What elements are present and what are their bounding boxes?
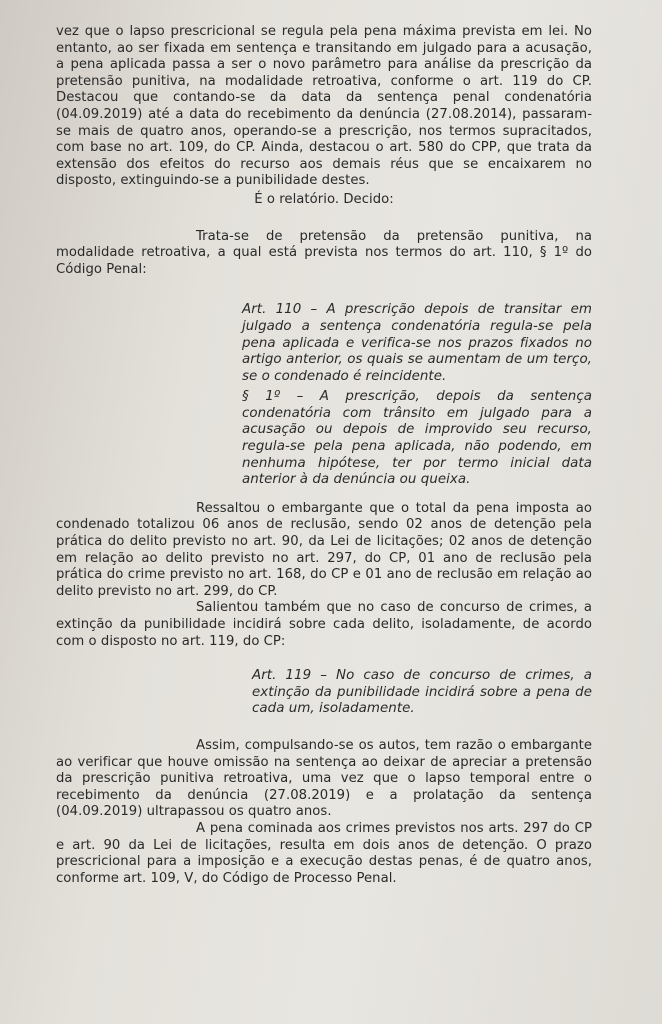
relatorio-line: É o relatório. Decido: <box>254 191 394 207</box>
paragraph-salientou: Salientou também que no caso de concurso de crimes, a extinção da punibilidade incidirá sobre cada delito, isoladamente, de acordo com o disposto no art. 119, do CP: <box>56 600 592 649</box>
paragraph-pena: A pena cominada aos crimes previstos nos arts. 297 do CP e art. 90 da Lei de licitações, resulta em dois anos de detenção. O prazo prescricional para a imposição e a execução destas penas, é de quatro anos, conforme art. 109, V, do Código de Processo Penal. <box>56 820 592 886</box>
paragraph-ressaltou: Ressaltou o embargante que o total da pena imposta ao condenado totalizou 06 anos de reclusão, sendo 02 anos de detenção pela prática do delito previsto no art. 90, da Lei de licitações; 02 anos de detenção em relação ao delito previsto no art. 297, do CP, 01 ano de reclusão pela prática do crime previsto no art. 168, do CP e 01 ano de reclusão em relação ao delito previsto no art. 299, do CP. <box>56 500 592 599</box>
quote-art-110: Art. 110 – A prescrição depois de transitar em julgado a sentença condenatória regula-se pela pena aplicada e verifica-se nos prazos fixados no artigo anterior, os quais se aumentam de um terço, se o condenado é reincidente. <box>242 302 592 384</box>
paragraph-trata: Trata-se de pretensão da pretensão punitiva, na modalidade retroativa, a qual está prevista nos termos do art. 110, § 1º do Código Penal: <box>56 228 592 277</box>
quote-art-119: Art. 119 – No caso de concurso de crimes, a extinção da punibilidade incidirá sobre a pena de cada um, isoladamente. <box>252 668 592 717</box>
paragraph-intro: vez que o lapso prescricional se regula pela pena máxima prevista em lei. No entanto, ao ser fixada em sentença e transitando em julgado para a acusação, a pena aplicada passa a ser o novo parâmetro para análise da prescrição da pretensão punitiva, na modalidade retroativa, conforme o art. 119 do CP. Destacou que contando-se da data da sentença penal condenatória (04.09.2019) até a data do recebimento da denúncia (27.08.2014), passaram-se mais de quatro anos, operando-se a prescrição, nos termos supracitados, com base no art. 109, do CP. Ainda, destacou o art. 580 do CPP, que trata da extensão dos efeitos do recurso aos demais réus que se encaixarem no disposto, extinguindo-se a punibilidade destes. <box>56 24 592 189</box>
paragraph-assim: Assim, compulsando-se os autos, tem razão o embargante ao verificar que houve omissão na sentença ao deixar de apreciar a pretensão da prescrição punitiva retroativa, uma vez que o lapso temporal entre o recebimento da denúncia (27.08.2019) e a prolatação da sentença (04.09.2019) ultrapassou os quatro anos. <box>56 737 592 820</box>
quote-paragraph-1: § 1º – A prescrição, depois da sentença condenatória com trânsito em julgado para a acusação ou depois de improvido seu recurso, regula-se pela pena aplicada, não podendo, em nenhuma hipótese, ter por termo inicial data anterior à da denúncia ou queixa. <box>242 389 592 488</box>
